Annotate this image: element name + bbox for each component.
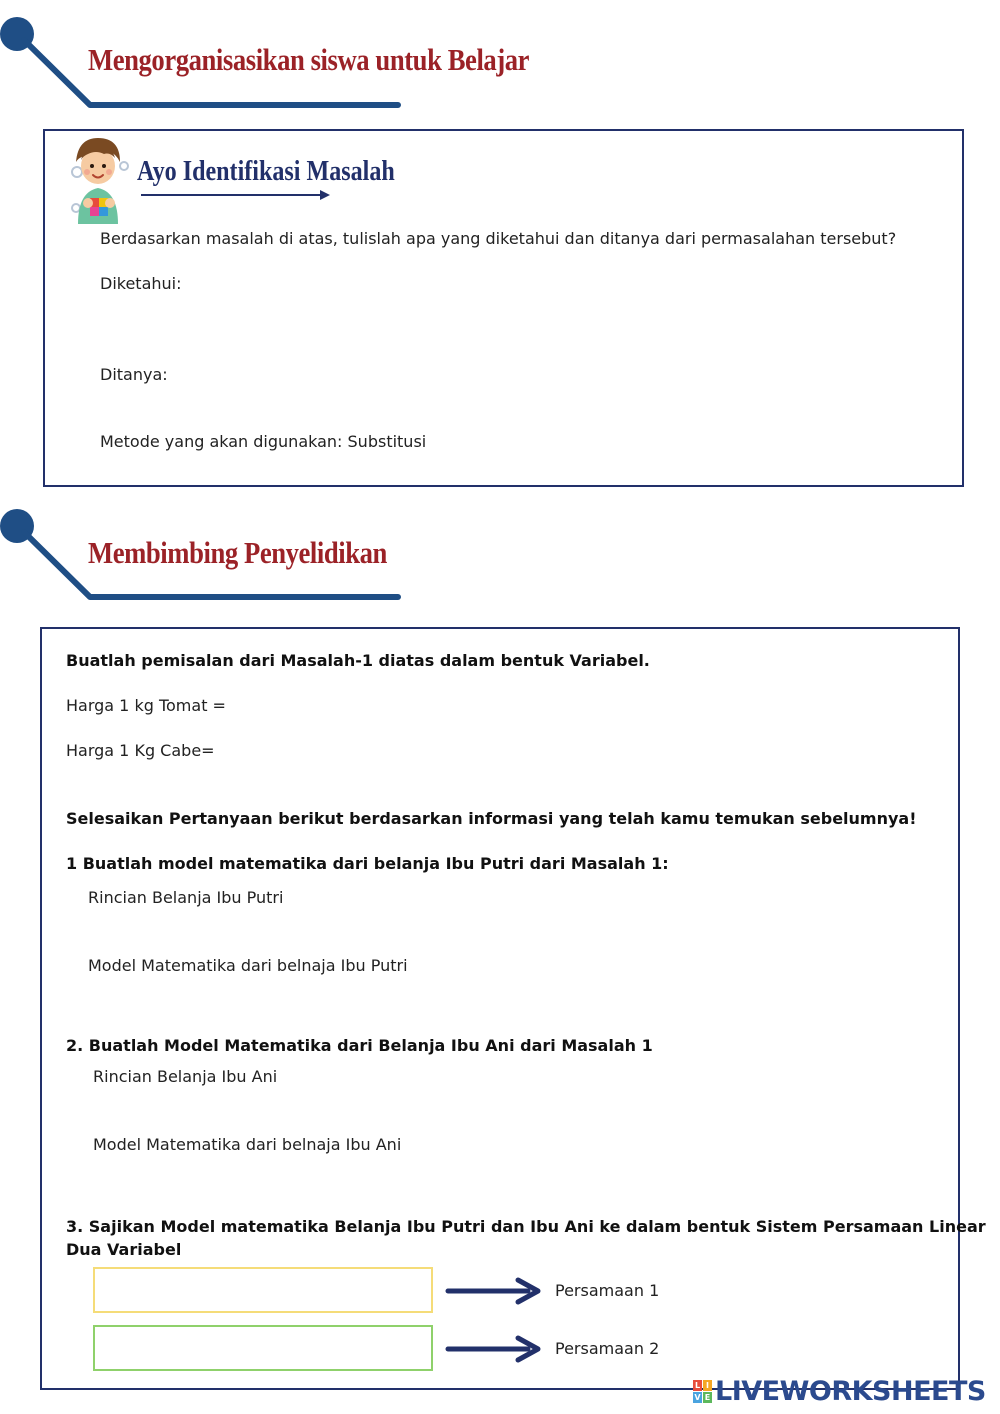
method-label: Metode yang akan digunakan: Substitusi xyxy=(100,432,427,451)
question1-detail-label: Rincian Belanja Ibu Putri xyxy=(88,888,284,907)
identify-instruction: Berdasarkan masalah di atas, tulislah apa yang diketahui dan ditanya dari permasalahan tersebut? xyxy=(100,229,897,248)
logo-mark-icon: L I V E xyxy=(694,1380,711,1402)
liveworksheets-logo xyxy=(693,1374,986,1408)
tomato-price-label: Harga 1 kg Tomat = xyxy=(66,696,226,715)
question2-model-label: Model Matematika dari belnaja Ibu Ani xyxy=(93,1135,402,1154)
logo-text: LIVEWORKSHEETS xyxy=(715,1375,986,1407)
asked-label: Ditanya: xyxy=(100,365,168,384)
equation2-input-box[interactable] xyxy=(93,1325,433,1371)
equation1-label: Persamaan 1 xyxy=(555,1281,660,1300)
section2-title: Membimbing Penyelidikan xyxy=(88,535,387,570)
chili-price-label: Harga 1 Kg Cabe= xyxy=(66,741,215,760)
question3-heading-line1: 3. Sajikan Model matematika Belanja Ibu Putri dan Ibu Ani ke dalam bentuk Sistem Persamaan Linear xyxy=(66,1217,986,1236)
known-label: Diketahui: xyxy=(100,274,182,293)
identify-problem-subtitle: Ayo Identifikasi Masalah xyxy=(137,156,395,187)
section1-title: Mengorganisasikan siswa untuk Belajar xyxy=(88,42,530,77)
question2-detail-label: Rincian Belanja Ibu Ani xyxy=(93,1067,278,1086)
question1-heading: 1 Buatlah model matematika dari belanja Ibu Putri dari Masalah 1: xyxy=(66,854,669,873)
child-holding-puzzle-icon xyxy=(66,132,132,224)
question2-heading: 2. Buatlah Model Matematika dari Belanja Ibu Ani dari Masalah 1 xyxy=(66,1036,653,1055)
questions-instruction: Selesaikan Pertanyaan berikut berdasarkan informasi yang telah kamu temukan sebelumnya! xyxy=(66,809,917,828)
variables-instruction: Buatlah pemisalan dari Masalah-1 diatas dalam bentuk Variabel. xyxy=(66,651,650,670)
question3-heading-line2: Dua Variabel xyxy=(66,1240,182,1259)
equation2-label: Persamaan 2 xyxy=(555,1339,660,1358)
equation1-input-box[interactable] xyxy=(93,1267,433,1313)
question1-model-label: Model Matematika dari belnaja Ibu Putri xyxy=(88,956,408,975)
